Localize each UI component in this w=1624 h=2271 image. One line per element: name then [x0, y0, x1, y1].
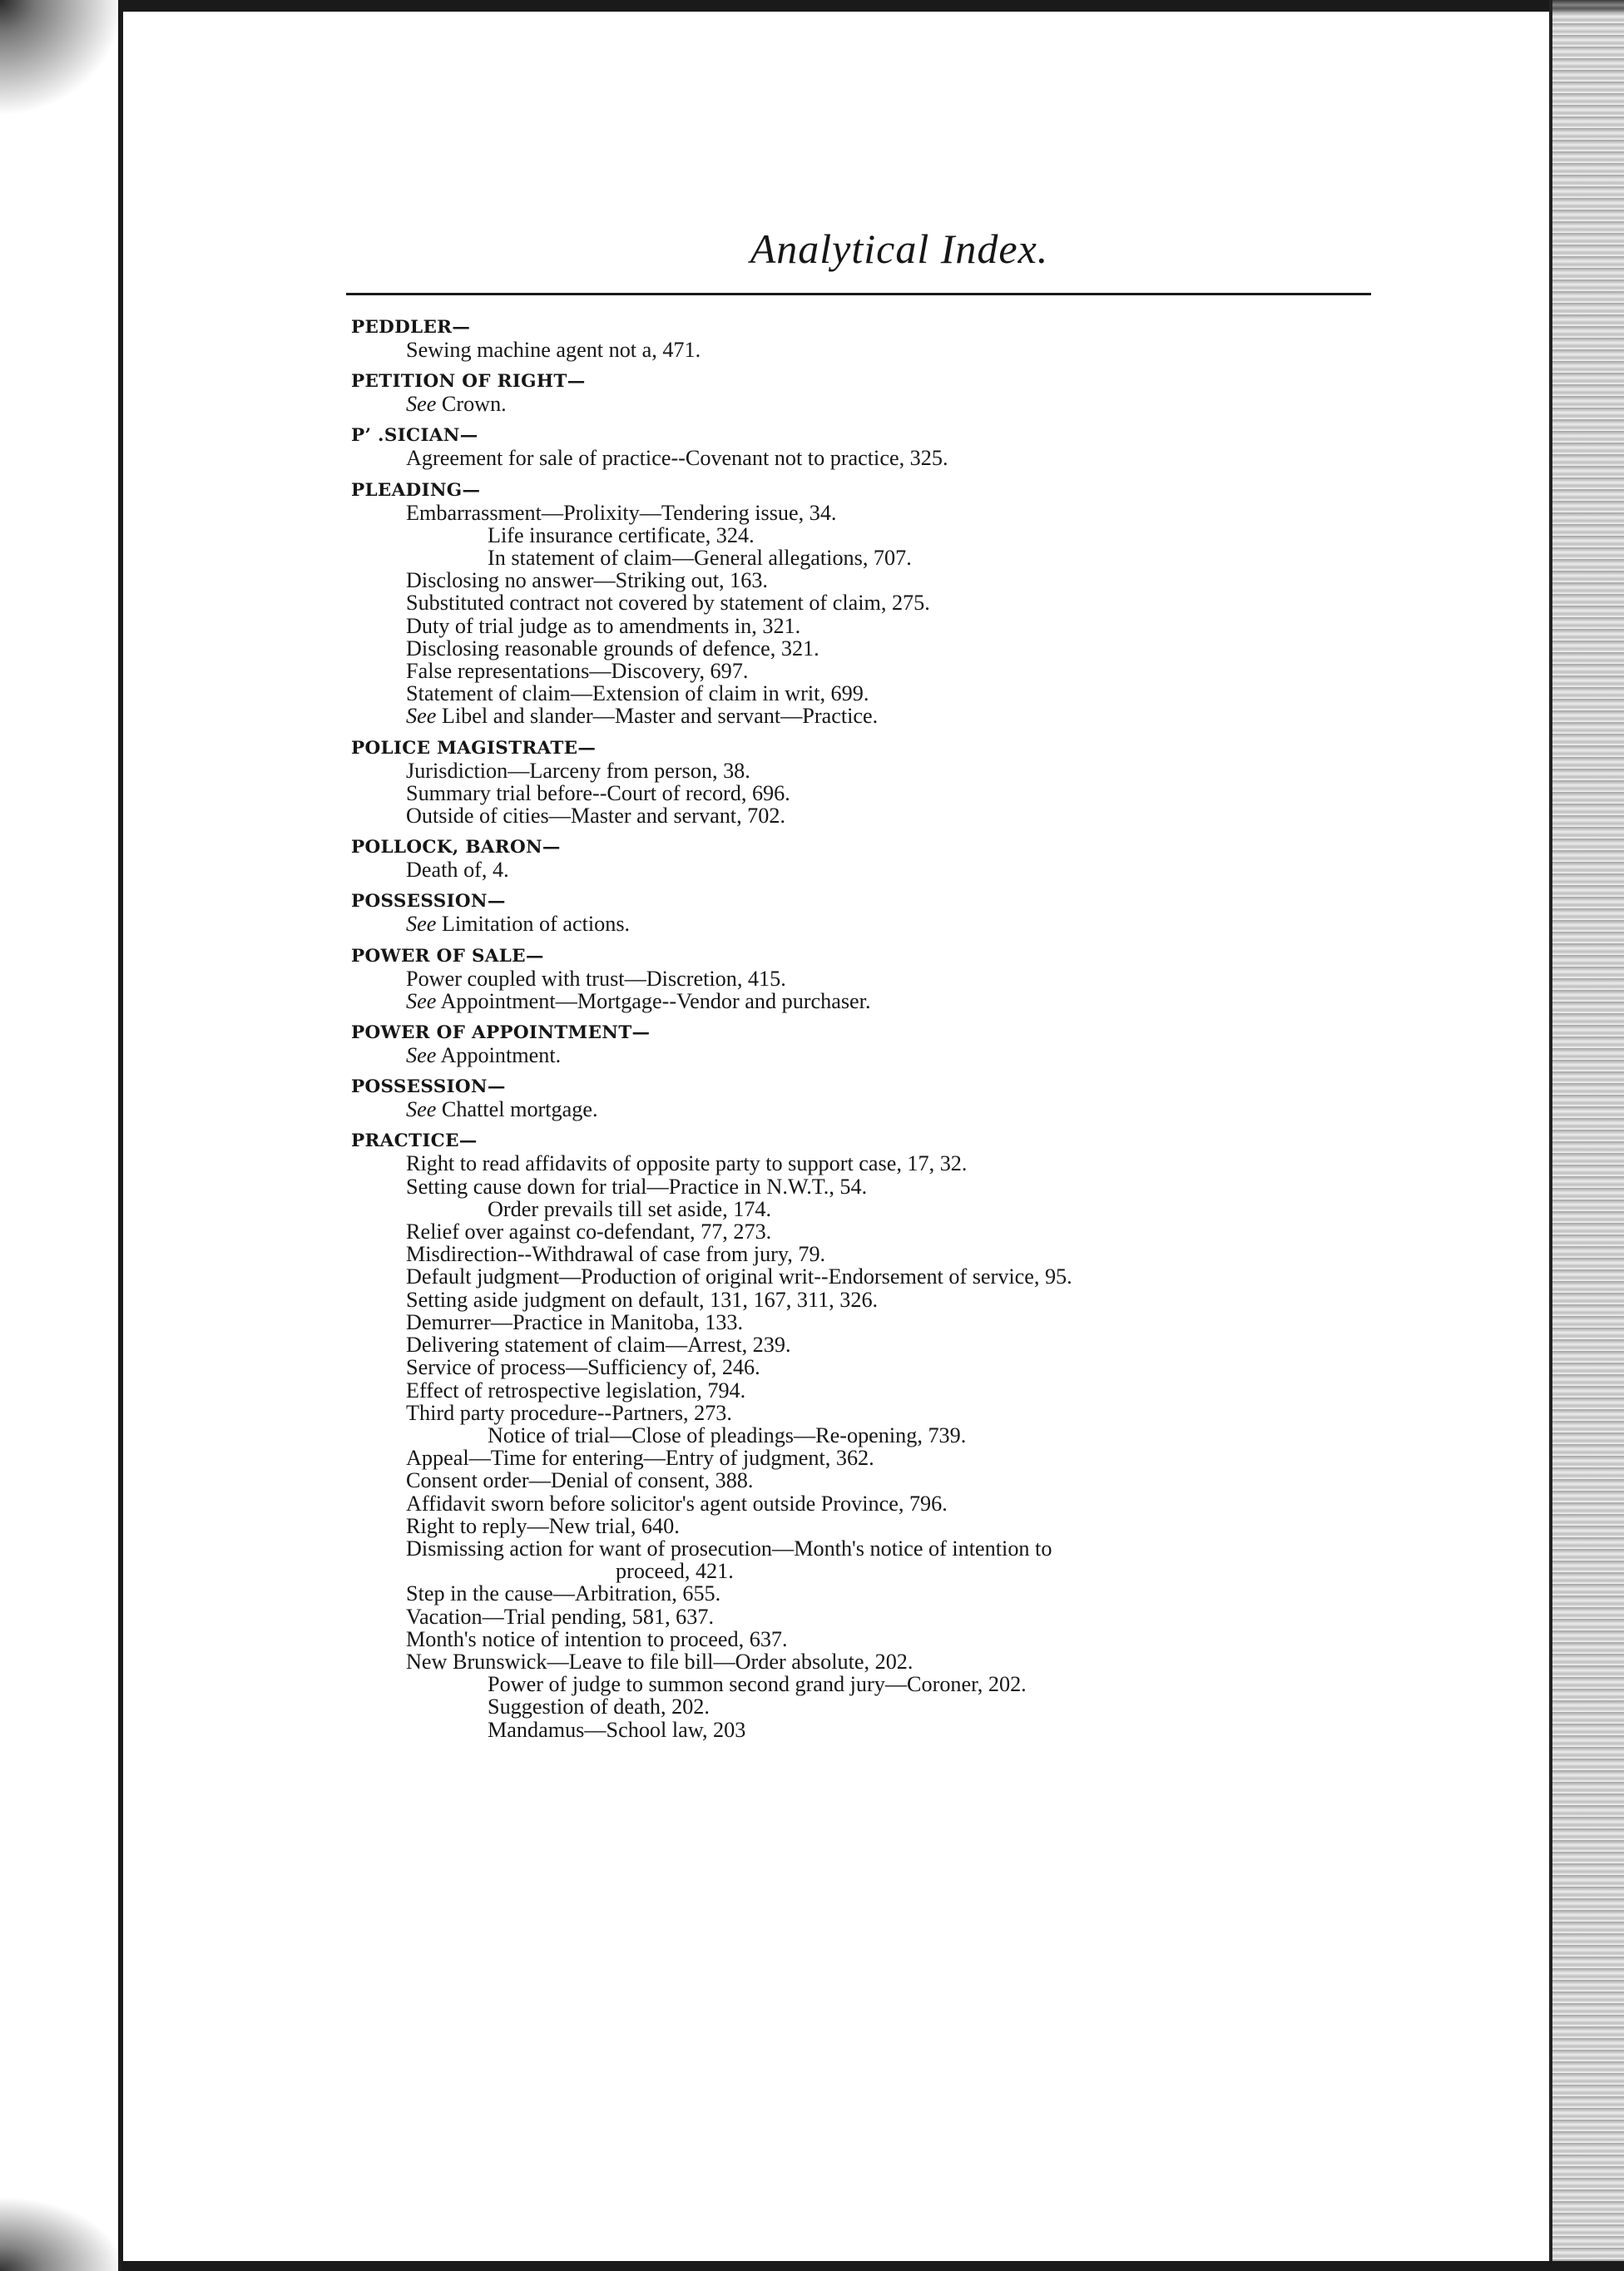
index-entry	[351, 1130, 1383, 1740]
entry-line	[351, 1447, 1383, 1469]
see-reference	[351, 990, 1383, 1012]
line-text: Life insurance certificate, 324.	[488, 522, 755, 547]
index-entry	[351, 424, 1383, 469]
line-text: Power coupled with trust—Discretion, 415.	[406, 966, 786, 991]
entry-line	[351, 759, 1383, 782]
entry-line	[351, 858, 1383, 881]
see-reference	[351, 1098, 1383, 1121]
entry-line	[351, 447, 1383, 469]
entry-line	[351, 1333, 1383, 1356]
entry-line	[351, 615, 1383, 637]
entry-line	[351, 591, 1383, 614]
entry-heading: PLEADING—	[351, 479, 481, 501]
entry-heading: POLICE MAGISTRATE—	[351, 737, 597, 759]
line-text: Relief over against co-defendant, 77, 273.	[406, 1220, 772, 1244]
line-text: Death of, 4.	[406, 858, 509, 883]
see-label: See	[406, 704, 437, 729]
line-text: Step in the cause—Arbitration, 655.	[406, 1581, 721, 1606]
see-label: See	[406, 1043, 437, 1068]
entry-line	[351, 1311, 1383, 1333]
line-text: Delivering statement of claim—Arrest, 239.	[406, 1333, 791, 1358]
line-text: Statement of claim—Extension of claim in writ, 699.	[406, 681, 869, 706]
line-text: Vacation—Trial pending, 581, 637.	[406, 1604, 714, 1629]
see-label: See	[406, 392, 437, 417]
scan-edge-bottom	[118, 2261, 1624, 2271]
line-text: Disclosing reasonable grounds of defence, 321.	[406, 636, 819, 661]
index-entry	[351, 316, 1383, 361]
line-text: Affidavit sworn before solicitor's agent outside Province, 796.	[406, 1491, 948, 1516]
line-text: Right to reply—New trial, 640.	[406, 1513, 680, 1538]
entry-heading: POSSESSION—	[351, 891, 506, 913]
entry-line	[351, 682, 1383, 705]
entry-line	[351, 547, 1383, 569]
line-text: Duty of trial judge as to amendments in, 321.	[406, 613, 801, 638]
see-reference	[351, 393, 1383, 415]
entry-heading: PRACTICE—	[351, 1131, 478, 1152]
entry-line	[351, 1175, 1383, 1198]
see-label: See	[406, 988, 437, 1013]
index-entry	[351, 479, 1383, 728]
entry-line	[351, 1402, 1383, 1424]
line-text: Disclosing no answer—Striking out, 163.	[406, 568, 768, 593]
line-text: Notice of trial—Close of pleadings—Re-opening, 739.	[488, 1422, 967, 1447]
entry-line	[351, 1220, 1383, 1243]
entry-heading: PETITION OF RIGHT—	[351, 371, 586, 393]
entry-line	[351, 1628, 1383, 1650]
line-text: Third party procedure--Partners, 273.	[406, 1400, 732, 1425]
entry-line	[351, 1424, 1383, 1447]
entry-line	[351, 1492, 1383, 1515]
see-reference	[351, 1044, 1383, 1066]
index-entry	[351, 945, 1383, 1012]
line-text: Demurrer—Practice in Manitoba, 133.	[406, 1309, 744, 1334]
see-label: See	[406, 912, 437, 937]
line-text: Agreement for sale of practice--Covenant not to practice, 325.	[406, 446, 948, 471]
scan-edge-top	[118, 0, 1624, 12]
entry-line	[351, 1265, 1383, 1288]
entry-line	[351, 1515, 1383, 1537]
line-text: Appeal—Time for entering—Entry of judgment, 362.	[406, 1446, 874, 1471]
entry-line	[351, 967, 1383, 990]
line-text: New Brunswick—Leave to file bill—Order absolute, 202.	[406, 1649, 914, 1674]
line-text: In statement of claim—General allegations, 707.	[488, 546, 912, 571]
line-text: Outside of cities—Master and servant, 702.	[406, 804, 785, 829]
index-entry	[351, 890, 1383, 935]
entry-line	[351, 782, 1383, 804]
entry-line	[351, 502, 1383, 524]
entry-line	[351, 1289, 1383, 1311]
line-text: Consent order—Denial of consent, 388.	[406, 1468, 754, 1493]
index-entry	[351, 737, 1383, 828]
entry-line	[351, 637, 1383, 660]
line-text: Chattel mortgage.	[436, 1097, 598, 1122]
line-text: Setting aside judgment on default, 131, 167, 311, 326.	[406, 1287, 879, 1312]
line-text: Setting cause down for trial—Practice in N.W.T., 54.	[406, 1174, 868, 1199]
entry-line	[351, 569, 1383, 591]
line-text: Appointment—Mortgage--Vendor and purchaser.	[436, 988, 871, 1013]
line-text: Embarrassment—Prolixity—Tendering issue, 34.	[406, 500, 837, 525]
line-text: Libel and slander—Master and servant—Practice.	[436, 704, 879, 729]
entry-line	[351, 1695, 1383, 1718]
entry-line	[351, 1379, 1383, 1402]
entry-line	[351, 804, 1383, 827]
index-entry	[351, 1076, 1383, 1121]
page-header	[0, 225, 1624, 273]
line-text: Effect of retrospective legislation, 794.	[406, 1378, 746, 1403]
line-text: Summary trial before--Court of record, 696.	[406, 780, 790, 805]
line-text: Month's notice of intention to proceed, 637.	[406, 1626, 788, 1651]
scan-edge-left	[118, 0, 123, 2271]
entry-heading: PEDDLER—	[351, 317, 471, 338]
line-text: Suggestion of death, 202.	[488, 1695, 710, 1719]
line-text: Default judgment—Production of original writ--Endorsement of service, 95.	[406, 1264, 1072, 1289]
index-entry	[351, 370, 1383, 415]
see-reference	[351, 913, 1383, 935]
entry-line	[351, 524, 1383, 547]
line-text: Limitation of actions.	[436, 912, 631, 937]
line-text: False representations—Discovery, 697.	[406, 659, 749, 684]
entry-heading: P’ .SICIAN—	[351, 425, 478, 447]
entry-line	[351, 1650, 1383, 1673]
entry-line	[351, 1152, 1383, 1175]
entry-line	[351, 1560, 1383, 1582]
entry-heading: POWER OF SALE—	[351, 945, 544, 967]
line-text: Jurisdiction—Larceny from person, 38.	[406, 758, 750, 783]
line-text: proceed, 421.	[616, 1559, 734, 1584]
header-rule	[346, 293, 1371, 295]
entry-line	[351, 1198, 1383, 1220]
entry-heading: POLLOCK, BARON—	[351, 837, 561, 858]
page-title: Analytical Index.	[750, 225, 1049, 272]
entry-heading: POWER OF APPOINTMENT—	[351, 1022, 651, 1044]
line-text: Sewing machine agent not a, 471.	[406, 338, 701, 362]
line-text: Substituted contract not covered by statement of claim, 275.	[406, 591, 930, 616]
line-text: Appointment.	[436, 1043, 562, 1068]
index-list	[351, 316, 1383, 1750]
scan-edge-right-line	[1549, 0, 1552, 2271]
scan-corner-bottom-shadow	[0, 2196, 125, 2271]
entry-line	[351, 1606, 1383, 1628]
line-text: Dismissing action for want of prosecution—Month's notice of intention to	[406, 1536, 1052, 1561]
line-text: Power of judge to summon second grand jury—Coroner, 202.	[488, 1672, 1027, 1697]
scan-edge-right	[1552, 0, 1624, 2271]
entry-line	[351, 1243, 1383, 1265]
entry-line	[351, 1356, 1383, 1378]
index-entry	[351, 1022, 1383, 1066]
see-label: See	[406, 1097, 437, 1122]
line-text: Right to read affidavits of opposite party to support case, 17, 32.	[406, 1151, 968, 1176]
entry-heading: POSSESSION—	[351, 1076, 506, 1098]
see-reference	[351, 705, 1383, 727]
entry-line	[351, 1582, 1383, 1605]
scan-corner-shadow	[0, 0, 125, 116]
entry-line	[351, 1673, 1383, 1695]
line-text: Mandamus—School law, 203	[488, 1717, 746, 1742]
line-text: Crown.	[436, 392, 507, 417]
entry-line	[351, 660, 1383, 682]
line-text: Order prevails till set aside, 174.	[488, 1196, 772, 1221]
line-text: Misdirection--Withdrawal of case from jury, 79.	[406, 1242, 826, 1267]
entry-line	[351, 1537, 1383, 1560]
entry-line	[351, 1719, 1383, 1741]
line-text: Service of process—Sufficiency of, 246.	[406, 1355, 760, 1380]
entry-line	[351, 1469, 1383, 1492]
index-entry	[351, 836, 1383, 881]
entry-line	[351, 339, 1383, 361]
